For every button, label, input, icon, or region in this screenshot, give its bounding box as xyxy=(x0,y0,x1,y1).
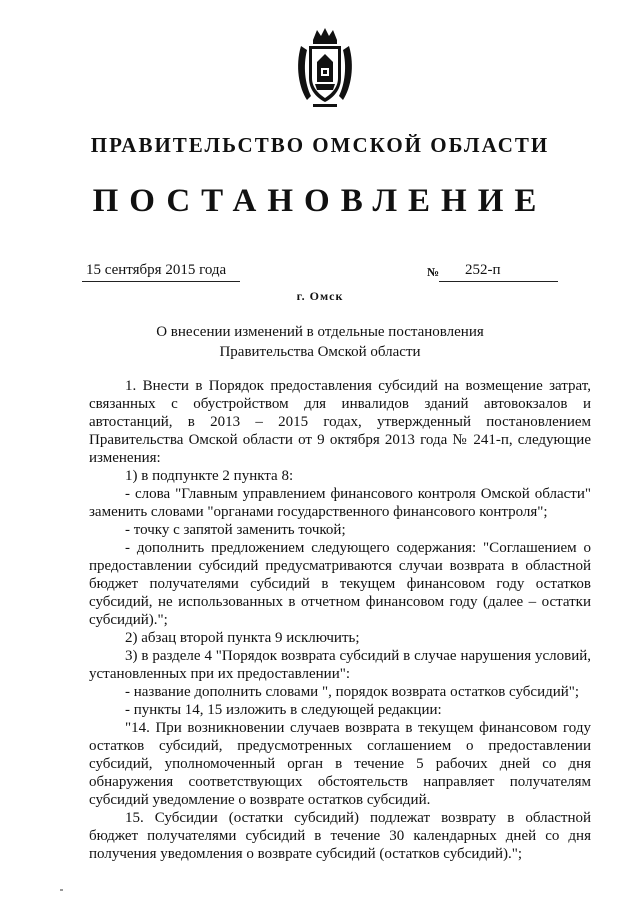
body-paragraph: - название дополнить словами ", порядок возврата остатков субсидий"; xyxy=(125,684,580,700)
document-subject xyxy=(0,322,640,362)
number-sign: № xyxy=(427,265,440,279)
body-paragraph: 1) в подпункте 2 пункта 8: xyxy=(125,468,294,484)
body-paragraph: "14. При возникновении случаев возврата в текущем финансовом году остатков субсидий, предусмотренных соглашением о предоставлении субсидий, уполномоченный орган в течение 5 рабочих дней со дня обнаружения соответствующих обстоятельств направляет получателям субсидий уведомление о возврате остатков субсидий. xyxy=(89,720,591,808)
document-date: 15 сентября 2015 года xyxy=(86,262,227,278)
body-paragraph: 2) абзац второй пункта 9 исключить; xyxy=(125,630,360,646)
coat-of-arms-icon xyxy=(293,26,357,110)
body-paragraph: 15. Субсидии (остатки субсидий) подлежат возврату в областной бюджет получателями субсидий в течение 30 календарных дней со дня получения уведомления о возврате субсидий (остатков субсидий)."; xyxy=(89,810,591,862)
body-paragraph: - слова "Главным управлением финансового контроля Омской области" заменить словами "органами государственного финансового контроля"; xyxy=(89,486,591,520)
scan-artifact xyxy=(60,889,63,891)
body-paragraph: 3) в разделе 4 "Порядок возврата субсидий в случае нарушения условий, установленных при их предоставлении": xyxy=(89,648,591,682)
document-body xyxy=(89,377,591,863)
body-paragraph: - точку с запятой заменить точкой; xyxy=(125,522,346,538)
subject-line-2: Правительства Омской области xyxy=(219,344,421,360)
document-type-heading: ПОСТАНОВЛЕНИЕ xyxy=(92,183,548,219)
government-title: ПРАВИТЕЛЬСТВО ОМСКОЙ ОБЛАСТИ xyxy=(90,133,550,157)
city-label: г. Омск xyxy=(296,289,344,303)
date-underline xyxy=(82,281,240,282)
number-underline xyxy=(439,281,558,282)
document-number: 252-п xyxy=(465,262,501,278)
body-paragraph: - дополнить предложением следующего содержания: "Соглашением о предоставлении субсидий предусматриваются случаи возврата в областной бюджет получателями субсидий в текущем финансовом году остатков субсидий, не использованных в отчетном финансовом году (далее – остатки субсидий)."; xyxy=(89,540,591,628)
subject-line-1: О внесении изменений в отдельные постановления xyxy=(156,324,484,340)
body-paragraph: 1. Внести в Порядок предоставления субсидий на возмещение затрат, связанных с обустройством для инвалидов зданий автовокзалов и автостанций, в 2013 – 2015 годах, утвержденный постановлением Правительства Омской области от 9 октября 2013 года № 241-п, следующие изменения: xyxy=(89,378,591,466)
body-paragraph: - пункты 14, 15 изложить в следующей редакции: xyxy=(125,702,442,718)
